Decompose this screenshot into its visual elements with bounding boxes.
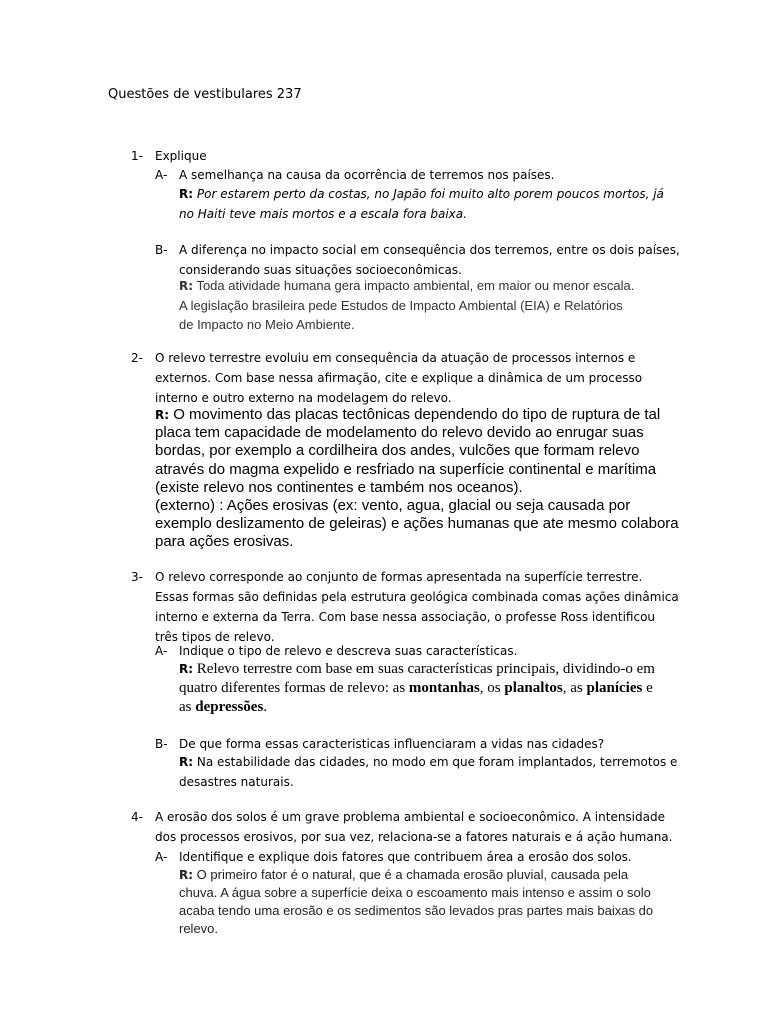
answer-text: quatro diferentes formas de relevo: as [179, 680, 409, 696]
item-label: A- [155, 850, 168, 864]
question-number: 3- [131, 570, 143, 584]
answer-text: bordas, por exemplo a cordilheira dos andes, vulcões que formam relevo [155, 442, 640, 460]
answer-text: desastres naturais. [179, 775, 294, 789]
answer-text: de Impacto no Meio Ambiente. [179, 317, 355, 332]
item-question: considerando suas situações socioeconômicas. [179, 263, 462, 277]
relief-term: planícies [586, 680, 643, 696]
answer-1-a [179, 184, 719, 224]
answer-prefix: R: [179, 868, 194, 882]
answer-text: no Haiti teve mais mortos e a escala fora baixa. [179, 207, 467, 221]
answer-prefix: R: [179, 279, 194, 293]
answer-text: . [263, 699, 268, 715]
question-heading: Explique [155, 149, 207, 163]
question-2 [131, 348, 731, 408]
answer-4-a [179, 866, 719, 938]
question-text: Essas formas são definidas pela estrutura geológica combinada comas ações dinâmica [155, 590, 679, 604]
document-title: Questões de vestibulares 237 [108, 87, 302, 102]
question-4-a [155, 847, 715, 867]
answer-text: relevo. [179, 921, 219, 936]
answer-prefix: R: [179, 187, 194, 201]
answer-text: Toda atividade humana gera impacto ambiental, em maior ou menor escala. [196, 278, 635, 293]
question-text: O relevo corresponde ao conjunto de formas apresentada na superfície terrestre. [155, 570, 643, 584]
item-question: A semelhança na causa da ocorrência de terremos nos países. [179, 168, 555, 182]
question-1 [131, 146, 731, 166]
answer-3-b [179, 752, 719, 792]
answer-text: Na estabilidade das cidades, no modo em que foram implantados, terremotos e [196, 755, 678, 769]
answer-text: placa tem capacidade de modelamento do relevo devido ao enrugar suas [155, 424, 644, 442]
answer-text: , os [479, 680, 505, 696]
answer-text: O movimento das placas tectônicas dependendo do tipo de ruptura de tal [173, 406, 661, 423]
answer-text: (existe relevo nos continentes e também nos oceanos). [155, 478, 523, 496]
answer-1-b [179, 276, 719, 334]
question-number: 1- [131, 149, 143, 163]
question-text: A erosão dos solos é um grave problema ambiental e socioeconômico. A intensidade [155, 810, 665, 824]
answer-text: , as [562, 680, 587, 696]
answer-prefix: R: [179, 755, 194, 769]
question-3-b [155, 734, 715, 754]
item-question: De que forma essas caracteristicas influenciaram a vidas nas cidades? [179, 737, 605, 751]
question-text: interno e externa da Terra. Com base nessa associação, o professe Ross identificou [155, 610, 656, 624]
answer-text: Relevo terrestre com base em suas características principais, dividindo-o em [196, 661, 655, 677]
question-4 [131, 807, 741, 847]
answer-text: A legislação brasileira pede Estudos de Impacto Ambiental (EIA) e Relatórios [179, 298, 623, 313]
answer-text: chuva. A água sobre a superfície deixa o escoamento mais intenso e assim o solo [179, 885, 651, 900]
answer-text: Por estarem perto da costas, no Japão foi muito alto porem poucos mortos, já [196, 187, 664, 201]
item-question: A diferença no impacto social em consequência dos terremos, entre os dois países, [179, 243, 680, 257]
question-text: três tipos de relevo. [155, 630, 275, 644]
answer-prefix: R: [179, 662, 194, 676]
answer-text: exemplo deslizamento de geleiras) e ações humanas que ate mesmo colabora [155, 515, 679, 533]
answer-3-a [179, 660, 719, 717]
relief-term: depressões [195, 699, 264, 715]
question-3-a [155, 641, 715, 661]
question-1-b [155, 240, 715, 280]
answer-text: através do magma expelido e resfriado na superfície continental e marítima [155, 460, 657, 478]
answer-text: O primeiro fator é o natural, que é a chamada erosão pluvial, causada pela [196, 867, 629, 882]
answer-text: (externo) : Ações erosivas (ex: vento, agua, glacial ou seja causada por [155, 497, 631, 515]
item-label: B- [155, 737, 168, 751]
question-3 [131, 567, 741, 647]
question-1-a [155, 165, 715, 185]
answer-2 [155, 406, 735, 552]
answer-text: acaba tendo uma erosão e os sedimentos são levados pras partes mais baixas do [179, 903, 654, 918]
item-question: Indique o tipo de relevo e descreva suas características. [179, 644, 518, 658]
relief-term: planaltos [504, 680, 563, 696]
question-number: 2- [131, 351, 143, 365]
answer-prefix: R: [155, 408, 170, 422]
item-label: A- [155, 644, 168, 658]
question-text: externos. Com base nessa afirmação, cite e explique a dinâmica de um processo [155, 371, 643, 385]
question-number: 4- [131, 810, 143, 824]
item-label: A- [155, 168, 168, 182]
question-text: dos processos erosivos, por sua vez, relaciona-se a fatores naturais e á ação humana. [155, 830, 673, 844]
question-text: interno e outro externo na modelagem do relevo. [155, 391, 452, 405]
answer-text: e [642, 680, 653, 696]
item-question: Identifique e explique dois fatores que contribuem área a erosão dos solos. [179, 850, 632, 864]
answer-text: as [179, 699, 196, 715]
relief-term: montanhas [408, 680, 480, 696]
item-label: B- [155, 243, 168, 257]
question-text: O relevo terrestre evoluiu em consequência da atuação de processos internos e [155, 351, 636, 365]
answer-text: para ações erosivas. [155, 533, 294, 551]
